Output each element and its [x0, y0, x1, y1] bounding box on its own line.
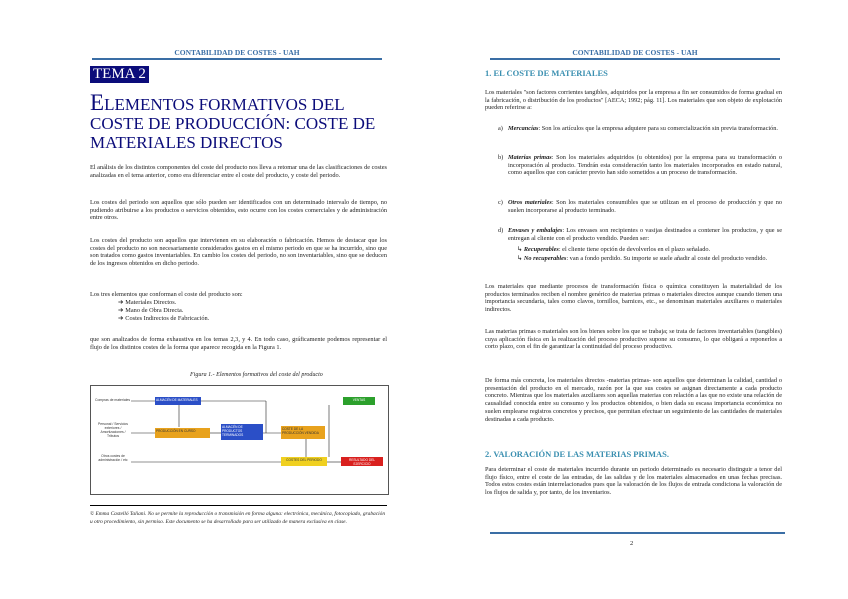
- return-arrow-icon: ↳: [517, 255, 524, 262]
- arrow-bullet-icon: ➔: [118, 314, 124, 322]
- figure-caption: Figura 1.- Elementos formativos del coste del producto: [190, 372, 323, 378]
- left-paragraph-3: Los costes del producto son aquellos que intervienen en su elaboración o fabricación. Hemos de destacar que los costes del producto no son necesariamente considerados gastos en el mismo periodo en que se ha incurrido, sino que son tratados como gastos inventariables. En cambio los costes del periodo, no son inventariables, sino que se deducen de los ingresos obtenidos en dicho periodo.: [90, 237, 387, 268]
- left-paragraph-2: Los costes del periodo son aquellos que sólo pueden ser identificados con un determinado intervalo de tiempo, no pudiendo atribuirse a los productos o servicios obtenidos, esto ocurre con los costes comerciales y de administración entre otros.: [90, 199, 387, 222]
- cost-flow-figure: [90, 385, 389, 495]
- box-almacen-productos: ALMACÉN DE PRODUCTOS TERMINADOS: [221, 424, 263, 440]
- box-resultado: RESULTADO DEL EJERCICIO: [341, 457, 383, 466]
- list-item: b) Materias primas: Son los materiales adquiridos (u obtenidos) por la empresa para su transformación o incorporación al producto. Tendrán esta consideración tanto los materiales incorporados en estado natural, como aquellos que con carácter previo han sido sometidos a un proceso de transformación.: [498, 154, 782, 177]
- header-left: CONTABILIDAD DE COSTES - UAH: [174, 48, 300, 57]
- left-paragraph-5: que son analizados de forma exhaustiva en los temas 2,3, y 4. En todo caso, gráficamente podemos representar el flujo de los distintos costes de la forma que aparece recogida en la Figura 1.: [90, 336, 387, 351]
- list-item: a) Mercancías: Son los artículos que la empresa adquiere para su comercialización sin previa transformación.: [498, 125, 778, 132]
- cost-elements-list: [118, 299, 209, 322]
- title-initial: E: [90, 90, 105, 115]
- header-right: CONTABILIDAD DE COSTES - UAH: [572, 48, 698, 57]
- list-item: ➔ Costes Indirectos de Fabricación.: [118, 314, 210, 322]
- left-paragraph-1: El análisis de los distintos componentes del coste del producto nos lleva a retomar una de las clasificaciones de costes analizadas en el tema anterior, como era diferenciar entre el coste del producto, y coste del periodo.: [90, 164, 387, 179]
- section-2-title: 2. VALORACIÓN DE LAS MATERIAS PRIMAS.: [485, 449, 669, 459]
- list-item: ➔ Materiales Directos.: [118, 299, 177, 306]
- return-arrow-icon: ↳: [517, 246, 524, 253]
- right-paragraph-5: Para determinar el coste de materiales incurrido durante un periodo determinado es necesario distinguir a tenor del flujo físico, entre el coste de las entradas, de las salidas y de los materiales almacenados en unas fechas precisas. Todos estos costes están interrelacionados pues que la valoración de los flujos de entrada condiciona la valoración de los flujos de salida y, por tanto, de los inventarios.: [485, 466, 782, 497]
- list-item: c) Otros materiales: Son los materiales consumibles que se utilizan en el proceso de producción y que no suelen incorporarse al producto terminado.: [498, 199, 782, 214]
- right-paragraph-2: Los materiales que mediante procesos de transformación física o química constituyen la materialidad de los productos terminados reciben el nombre genérico de materias primas o materiales directos aunque cuando tienen una importancia secundaria, tales como clavos, tornillos, barnices, etc., se denominan materiales auxiliares o materiales indirectos.: [485, 283, 782, 314]
- right-paragraph-4: De forma más concreta, los materiales directos -materias primas- son aquellos que determinan la calidad, cantidad o presentación del producto en el mercado, razón por la que sus costes se asignan directamente a cada producto concreto. Mientras que los materiales auxiliares son aquellas materias con relación a las que no existe una relación de causalidad conocida entre su consumo y los productos obtenidos, o bien dada su escasa importancia económica no suelen emplearse registros concretos y precisos, que permitan efectuar un seguimiento de las cantidades de materiales destinadas a cada producto.: [485, 377, 782, 423]
- title-line1: LEMENTOS FORMATIVOS DEL: [104, 95, 345, 114]
- left-paragraph-4: Los tres elementos que conforman el coste del producto son:: [90, 291, 243, 298]
- section-1-title: 1. EL COSTE DE MATERIALES: [485, 68, 608, 78]
- header-rule-left: [92, 58, 382, 60]
- right-paragraph-1: Los materiales "son factores corrientes tangibles, adquiridos por la empresa a fin ser consumidos de forma gradual en la fabricación, o distribución de los productos" [AECA; 1992; pág. 11]. Los materiales que son objeto de explotación pueden referirse a:: [485, 89, 782, 112]
- box-costes-periodo: COSTES DEL PERIODO: [281, 457, 327, 466]
- list-item: ➔ Mano de Obra Directa.: [118, 306, 184, 314]
- list-item: d) Envases y embalajes: Los envases son recipientes o vasijas destinados a contener los productos, y que se entregan al cliente con el producto vendido. Pueden ser:: [498, 227, 782, 242]
- footnote-rule: [90, 505, 387, 506]
- copyright-footnote: © Emma Castelló Taliani. No se permite la reproducción o transmisión en forma alguna: electrónica, mecánica, fotocopiado, grabación u otro procedimiento, sin permiso. Este documento se ha desarrollado para ser utilizado de manera exclusiva en clase.: [90, 511, 386, 525]
- arrow-bullet-icon: ➔: [118, 299, 124, 306]
- row-label-otros: Otros costes de administración / etc: [98, 454, 128, 462]
- footer-rule: [490, 532, 785, 534]
- box-ventas: VENTAS: [343, 397, 375, 405]
- row-label-personal: Personal / Servicios exteriores / Amortizaciones / Tributos: [98, 422, 128, 438]
- sub-list-item: ↳ No recuperables: van a fondo perdido. Su importe se suele añadir al coste del producto vendido.: [517, 255, 768, 262]
- title-line3: MATERIALES DIRECTOS: [90, 133, 283, 152]
- header-rule-right: [490, 58, 780, 60]
- arrow-bullet-icon: ➔: [118, 306, 124, 314]
- title-line2: COSTE DE PRODUCCIÓN: COSTE DE: [90, 114, 376, 133]
- box-produccion-curso: PRODUCCIÓN EN CURSO: [155, 428, 210, 438]
- row-label-compras: Compras de materiales: [95, 398, 131, 402]
- right-paragraph-3: Las materias primas o materiales son los bienes sobre los que se trabaja; se trata de factores inventariables (tangibles) cuya aplicación física en la realización del proceso productivo supone su consumo, lo que obligará a reponerlos a corto plazo, con el fin de garantizar la continuidad del proceso productivo.: [485, 328, 782, 351]
- tema-label: TEMA 2: [90, 66, 149, 83]
- box-coste-produccion: COSTE DE LA PRODUCCIÓN VENDIDA: [281, 426, 325, 439]
- chapter-title: [90, 90, 390, 152]
- page-number: 2: [630, 540, 634, 547]
- sub-list-item: ↳ Recuperables: el cliente tiene opción de devolverlos en el plazo señalado.: [517, 246, 711, 253]
- box-almacen-materiales: ALMACÉN DE MATERIALES: [155, 397, 201, 405]
